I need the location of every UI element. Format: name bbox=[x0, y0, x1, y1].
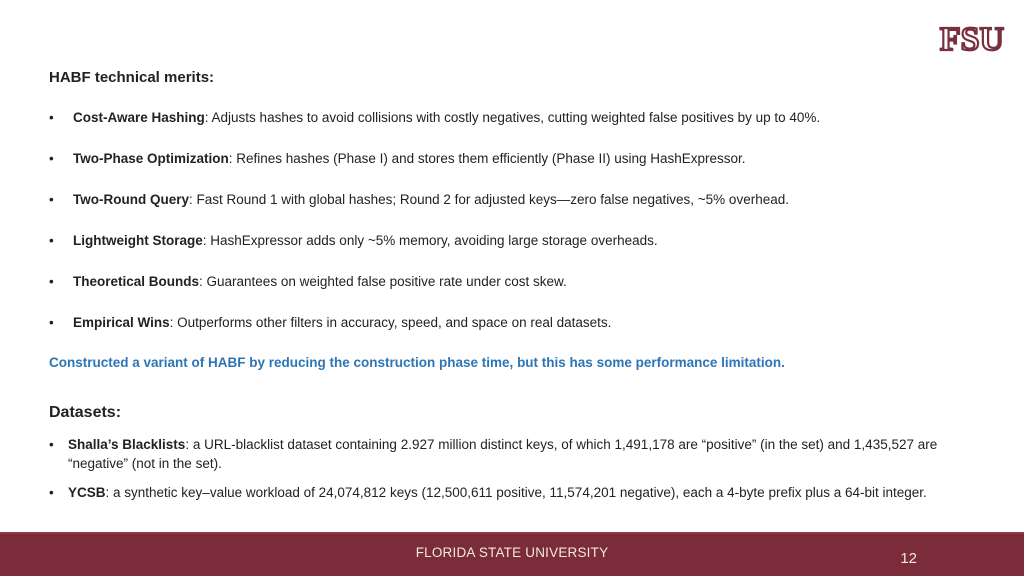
merit-desc: : Guarantees on weighted false positive rate under cost skew. bbox=[199, 274, 567, 289]
fsu-logo bbox=[936, 20, 1008, 56]
merit-term: Theoretical Bounds bbox=[73, 274, 200, 289]
merit-term: Empirical Wins bbox=[73, 315, 170, 330]
dataset-item bbox=[49, 483, 979, 502]
merit-term: Two-Round Query bbox=[73, 192, 189, 207]
footer-bar bbox=[0, 532, 1024, 576]
bullet: • bbox=[49, 110, 54, 125]
university-name: FLORIDA STATE UNIVERSITY bbox=[415, 545, 609, 560]
bullet: • bbox=[49, 315, 54, 330]
merit-term: Lightweight Storage bbox=[73, 233, 203, 248]
svg-text:FSU: FSU bbox=[939, 21, 1005, 56]
merit-term: Cost-Aware Hashing bbox=[73, 110, 205, 125]
fsu-logo-mark bbox=[936, 20, 1008, 56]
bullet: • bbox=[49, 485, 54, 500]
bullet: • bbox=[49, 192, 54, 207]
dataset-item bbox=[49, 435, 979, 473]
dataset-desc: : a URL-blacklist dataset containing 2.927 million distinct keys, of which 1,491,178 are “positive” (in the set) and 1,435,527 are “negative” (not in the set). bbox=[68, 437, 938, 471]
datasets-heading: Datasets: bbox=[49, 404, 122, 421]
bullet: • bbox=[49, 274, 54, 289]
merit-desc: : Adjusts hashes to avoid collisions with costly negatives, cutting weighted false positives by up to 40%. bbox=[204, 110, 821, 125]
bullet: • bbox=[49, 437, 54, 452]
bullet: • bbox=[49, 233, 54, 248]
merit-term: Two-Phase Optimization bbox=[73, 151, 229, 166]
merit-desc: : Fast Round 1 with global hashes; Round 2 for adjusted keys—zero false negatives, ~5% overhead. bbox=[189, 192, 789, 207]
merit-desc: : Outperforms other filters in accuracy, speed, and space on real datasets. bbox=[169, 315, 612, 330]
variant-note: Constructed a variant of HABF by reducing the construction phase time, but this has some performance limitation. bbox=[49, 355, 785, 370]
page-number: 12 bbox=[900, 550, 917, 567]
merits-heading: HABF technical merits: bbox=[49, 69, 215, 86]
dataset-term: YCSB bbox=[68, 485, 106, 500]
dataset-desc: : a synthetic key–value workload of 24,074,812 keys (12,500,611 positive, 11,574,201 negative), each a 4-byte prefix plus a 64-bit integer. bbox=[105, 485, 927, 500]
bullet: • bbox=[49, 151, 54, 166]
merit-desc: : Refines hashes (Phase I) and stores them efficiently (Phase II) using HashExpressor. bbox=[228, 151, 746, 166]
dataset-term: Shalla’s Blacklists bbox=[68, 437, 186, 452]
merit-desc: : HashExpressor adds only ~5% memory, avoiding large storage overheads. bbox=[202, 233, 658, 248]
